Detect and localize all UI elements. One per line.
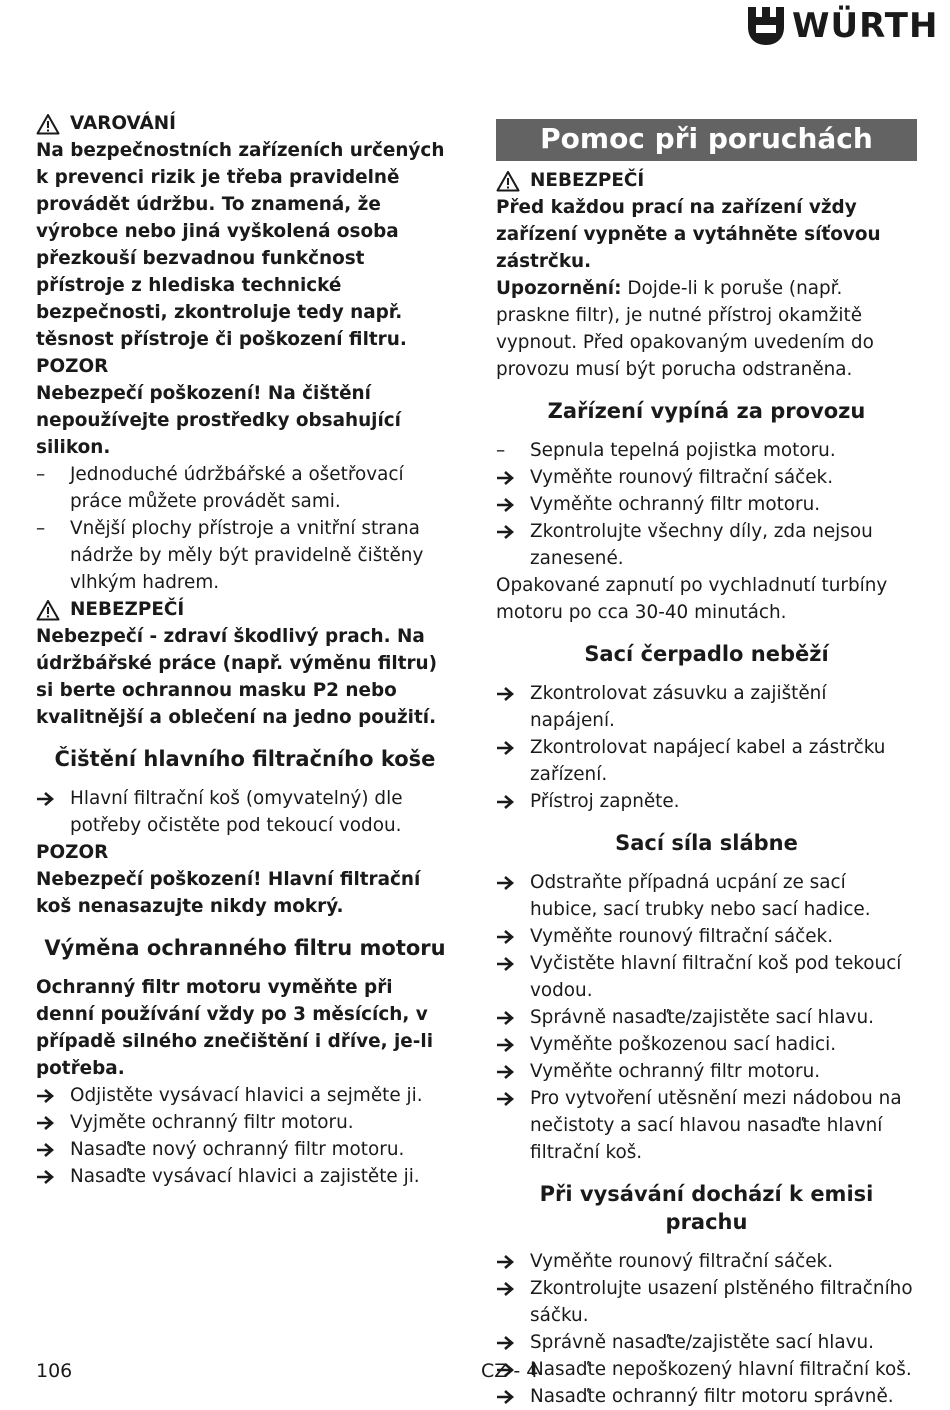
danger-heading xyxy=(36,596,454,623)
note-label: Upozornění: xyxy=(496,278,622,299)
arrow-item: Vyjměte ochranný filtr motoru. xyxy=(36,1109,454,1136)
wurth-logo xyxy=(746,4,946,48)
arrow-right-icon xyxy=(496,923,530,950)
dash-icon: – xyxy=(496,440,506,461)
section-code: CZ - 4 xyxy=(481,1360,539,1382)
arrow-item: Správně nasaďte/zajistěte sací hlavu. xyxy=(496,1004,917,1031)
warning-triangle-icon xyxy=(36,113,60,135)
arrow-right-icon xyxy=(496,680,530,734)
arrow-item: Odstraňte případná ucpání ze sací hubice, sací trubky nebo sací hadice. xyxy=(496,869,917,923)
dash-icon: – xyxy=(36,464,46,485)
arrow-item: Zkontrolujte všechny díly, zda nejsou zanesené. xyxy=(496,518,917,572)
arrow-item: Nasaďte nepoškozený hlavní filtrační koš. xyxy=(496,1356,917,1383)
danger-text: Nebezpečí - zdraví škodlivý prach. Na údržbářské práce (např. výměnu filtru) si berte ochrannou masku P2 nebo kvalitnější a oblečení na jedno použití. xyxy=(36,626,438,728)
warning-heading xyxy=(36,110,454,137)
arrow-right-icon xyxy=(496,491,530,518)
arrow-item: Přístroj zapněte. xyxy=(496,788,917,815)
dash-item: – Jednoduché údržbářské a ošetřovací práce můžete provádět sami. xyxy=(36,461,454,515)
section-title-motor-filter: Výměna ochranného filtru motoru xyxy=(44,936,446,960)
arrow-item: Nasaďte ochranný filtr motoru správně. xyxy=(496,1383,917,1410)
arrow-right-icon xyxy=(496,1004,530,1031)
section-title-pump-not-running: Sací čerpadlo neběží xyxy=(584,642,829,666)
arrow-item: Vyměňte ochranný filtr motoru. xyxy=(496,491,917,518)
arrow-item: Vyměňte rounový filtrační sáček. xyxy=(496,923,917,950)
section-title-switches-off: Zařízení vypíná za provozu xyxy=(547,399,866,423)
left-column xyxy=(36,110,454,1190)
caution-heading: POZOR xyxy=(36,842,109,863)
arrow-item: Hlavní filtrační koš (omyvatelný) dle potřeby očistěte pod tekoucí vodou. xyxy=(36,785,454,839)
dash-icon: – xyxy=(36,518,46,539)
arrow-item: Nasaďte vysávací hlavici a zajistěte ji. xyxy=(36,1163,454,1190)
arrow-right-icon xyxy=(36,785,70,839)
caution-text: Nebezpečí poškození! Na čištění nepoužívejte prostředky obsahující silikon. xyxy=(36,383,401,458)
arrow-right-icon xyxy=(36,1136,70,1163)
arrow-item: Vyměňte rounový filtrační sáček. xyxy=(496,464,917,491)
arrow-item: Vyměňte rounový filtrační sáček. xyxy=(496,1248,917,1275)
brand-name: WÜRTH xyxy=(792,6,939,46)
section-banner-troubleshooting: Pomoc při poruchách xyxy=(496,119,917,161)
arrow-right-icon xyxy=(496,518,530,572)
danger-text: Před každou prací na zařízení vždy zařízení vypněte a vytáhněte síťovou zástrčku. xyxy=(496,197,881,272)
arrow-item: Správně nasaďte/zajistěte sací hlavu. xyxy=(496,1329,917,1356)
arrow-item: Vyměňte poškozenou sací hadici. xyxy=(496,1031,917,1058)
section-title-filter-basket: Čištění hlavního filtračního koše xyxy=(54,747,436,771)
note-text: Dojde-li k poruše (např. praskne filtr), je nutné přístroj okamžitě vypnout. Před opakovaným uvedením do provozu musí být porucha odstraněna. xyxy=(496,278,874,380)
warning-text: Na bezpečnostních zařízeních určených k prevenci rizik je třeba pravidelně provádět údržbu. To znamená, že výrobce nebo jiná vyškolená osoba přezkouší bezvadnou funkčnost přístroje z hlediska technické bezpečnosti, zkontroluje tedy např. těsnost přístroje či poškození filtru. xyxy=(36,140,445,350)
arrow-item: Vyčistěte hlavní filtrační koš pod tekoucí vodou. xyxy=(496,950,917,1004)
caution-text: Nebezpečí poškození! Hlavní filtrační koš nenasazujte nikdy mokrý. xyxy=(36,869,421,917)
note-paragraph xyxy=(496,275,917,383)
arrow-item: Zkontrolovat napájecí kabel a zástrčku zařízení. xyxy=(496,734,917,788)
arrow-right-icon xyxy=(496,1329,530,1356)
restart-note: Opakované zapnutí po vychladnutí turbíny motoru po cca 30-40 minutách. xyxy=(496,575,888,623)
warning-heading-text: VAROVÁNÍ xyxy=(70,113,176,134)
arrow-right-icon xyxy=(496,1058,530,1085)
wurth-logo-mark-icon xyxy=(746,5,786,47)
arrow-right-icon xyxy=(496,1275,530,1329)
arrow-right-icon xyxy=(36,1082,70,1109)
page-number: 106 xyxy=(36,1360,73,1382)
arrow-right-icon xyxy=(496,1383,530,1410)
arrow-item: Zkontrolujte usazení plstěného filtračního sáčku. xyxy=(496,1275,917,1329)
right-column xyxy=(496,110,917,1410)
arrow-right-icon xyxy=(496,869,530,923)
danger-heading xyxy=(496,167,917,194)
arrow-right-icon xyxy=(36,1109,70,1136)
arrow-right-icon xyxy=(496,950,530,1004)
section-title-dust-emission: Při vysávání dochází k emisi prachu xyxy=(539,1182,874,1234)
caution-heading: POZOR xyxy=(36,356,109,377)
dash-item: – Vnější plochy přístroje a vnitřní strana nádrže by měly být pravidelně čištěny vlhkým hadrem. xyxy=(36,515,454,596)
warning-triangle-icon xyxy=(36,599,60,621)
arrow-item: Zkontrolovat zásuvku a zajištění napájení. xyxy=(496,680,917,734)
arrow-item: Odjistěte vysávací hlavici a sejměte ji. xyxy=(36,1082,454,1109)
section-title-suction-weakens: Sací síla slábne xyxy=(615,831,798,855)
dash-item: – Sepnula tepelná pojistka motoru. xyxy=(496,437,917,464)
motor-filter-intro: Ochranný filtr motoru vyměňte při denní používání vždy po 3 měsících, v případě silného znečištění i dříve, je-li potřeba. xyxy=(36,977,433,1079)
arrow-item: Pro vytvoření utěsnění mezi nádobou na nečistoty a sací hlavou nasaďte hlavní filtrační koš. xyxy=(496,1085,917,1166)
arrow-right-icon xyxy=(496,1031,530,1058)
arrow-right-icon xyxy=(496,788,530,815)
danger-heading-text: NEBEZPEČÍ xyxy=(70,599,185,620)
arrow-item: Nasaďte nový ochranný filtr motoru. xyxy=(36,1136,454,1163)
arrow-right-icon xyxy=(496,1248,530,1275)
arrow-right-icon xyxy=(496,464,530,491)
warning-triangle-icon xyxy=(496,170,520,192)
danger-heading-text: NEBEZPEČÍ xyxy=(530,170,645,191)
arrow-right-icon xyxy=(496,1085,530,1166)
arrow-item: Vyměňte ochranný filtr motoru. xyxy=(496,1058,917,1085)
arrow-right-icon xyxy=(36,1163,70,1190)
arrow-right-icon xyxy=(496,734,530,788)
